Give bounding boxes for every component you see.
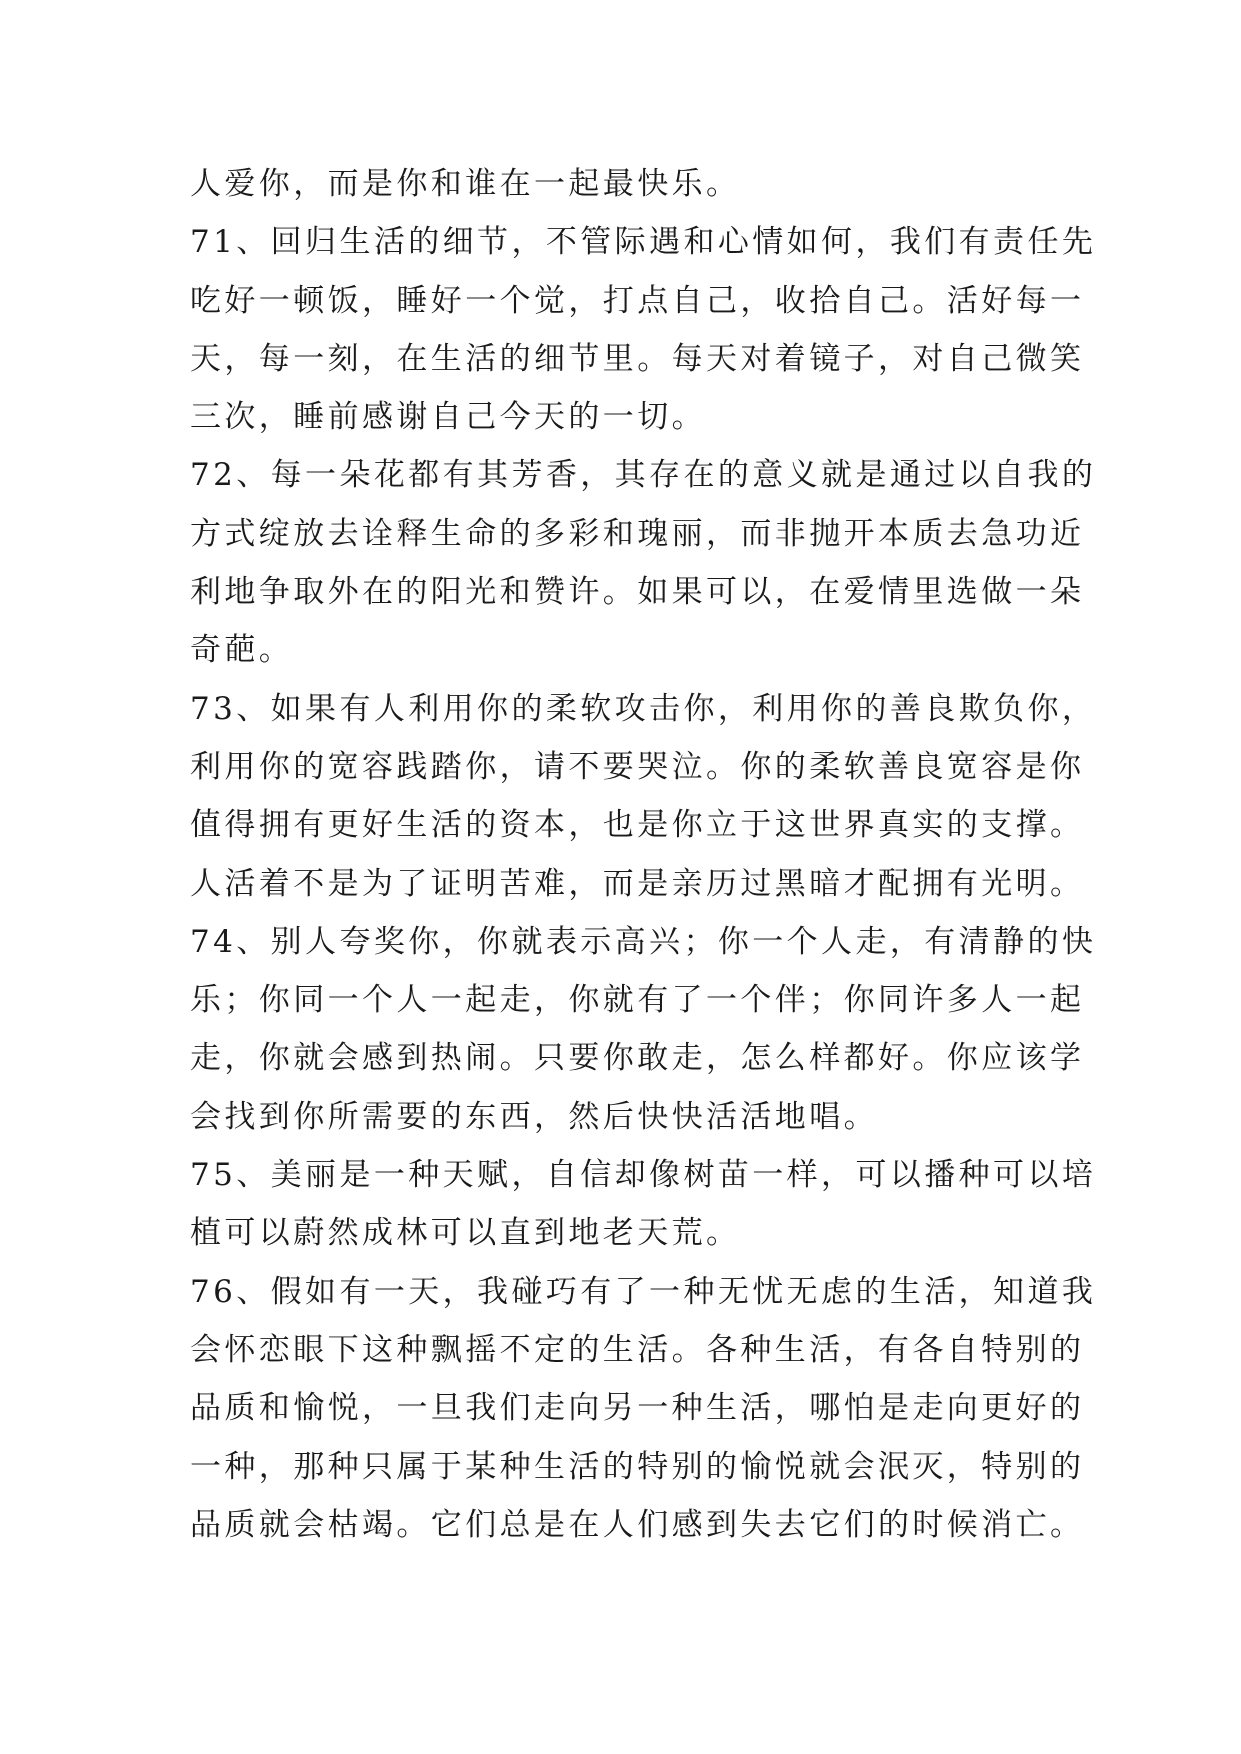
text-line: 76、假如有一天，我碰巧有了一种无忧无虑的生活，知道我 — [190, 1273, 1097, 1310]
text-line: 一种，那种只属于某种生活的特别的愉悦就会泯灭，特别的 — [190, 1448, 1085, 1485]
text-line: 72、每一朵花都有其芳香，其存在的意义就是通过以自我的 — [190, 457, 1097, 494]
text-line: 利用你的宽容践踏你，请不要哭泣。你的柔软善良宽容是你 — [190, 748, 1085, 785]
body-text — [190, 155, 1097, 1554]
text-line: 奇葩。 — [190, 632, 294, 669]
text-line: 天，每一刻，在生活的细节里。每天对着镜子，对自己微笑 — [190, 340, 1085, 377]
text-line: 品质和愉悦，一旦我们走向另一种生活，哪怕是走向更好的 — [190, 1390, 1085, 1427]
text-line: 品质就会枯竭。它们总是在人们感到失去它们的时候消亡。 — [190, 1506, 1085, 1543]
text-line: 73、如果有人利用你的柔软攻击你，利用你的善良欺负你， — [190, 690, 1097, 727]
text-line: 人活着不是为了证明苦难，而是亲历过黑暗才配拥有光明。 — [190, 865, 1085, 902]
text-line: 74、别人夸奖你，你就表示高兴；你一个人走，有清静的快 — [190, 923, 1097, 960]
text-line: 75、美丽是一种天赋，自信却像树苗一样，可以播种可以培 — [190, 1157, 1097, 1194]
text-line: 会找到你所需要的东西，然后快快活活地唱。 — [190, 1098, 878, 1135]
text-line: 方式绽放去诠释生命的多彩和瑰丽，而非抛开本质去急功近 — [190, 515, 1085, 552]
text-line: 三次，睡前感谢自己今天的一切。 — [190, 399, 706, 436]
text-line: 乐；你同一个人一起走，你就有了一个伴；你同许多人一起 — [190, 982, 1085, 1019]
text-line: 人爱你，而是你和谁在一起最快乐。 — [190, 166, 741, 202]
text-line: 会怀恋眼下这种飘摇不定的生活。各种生活，有各自特别的 — [190, 1331, 1085, 1368]
text-line: 值得拥有更好生活的资本，也是你立于这世界真实的支撑。 — [190, 807, 1085, 844]
text-line: 利地争取外在的阳光和赞许。如果可以，在爱情里选做一朵 — [190, 574, 1085, 611]
text-line: 植可以蔚然成林可以直到地老天荒。 — [190, 1215, 741, 1252]
text-line: 71、回归生活的细节，不管际遇和心情如何，我们有责任先 — [190, 224, 1097, 261]
text-line: 吃好一顿饭，睡好一个觉，打点自己，收拾自己。活好每一 — [190, 282, 1085, 319]
text-line: 走，你就会感到热闹。只要你敢走，怎么样都好。你应该学 — [190, 1040, 1085, 1077]
